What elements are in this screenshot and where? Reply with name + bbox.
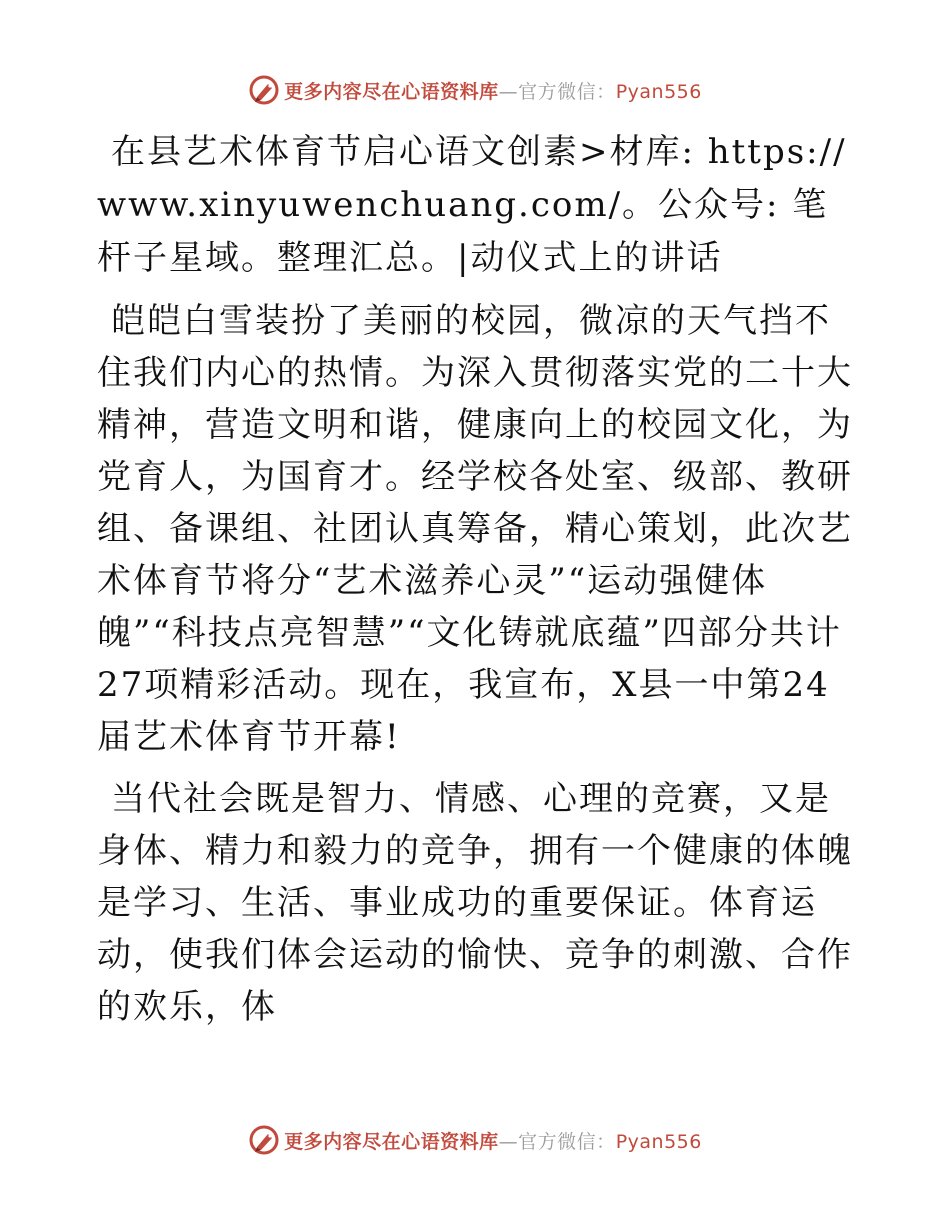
watermark-wechat-id: Pyan556 xyxy=(615,1130,702,1153)
watermark-label: 官方微信： xyxy=(518,1130,616,1153)
document-body xyxy=(97,126,857,1033)
watermark-dash: — xyxy=(498,80,519,103)
watermark-label: 官方微信： xyxy=(518,80,616,103)
watermark-dash: — xyxy=(498,1130,519,1153)
watermark-wechat-id: Pyan556 xyxy=(615,80,702,103)
watermark-main: 更多内容尽在心语资料库 xyxy=(284,1130,499,1153)
header-watermark xyxy=(0,70,950,110)
watermark-text xyxy=(284,77,702,104)
pen-logo-icon xyxy=(248,1124,280,1156)
watermark-text xyxy=(284,1127,702,1154)
paragraph-title: 在县艺术体育节启心语文创素>材库: https://www.xinyuwenchuang.com/。公众号: 笔杆子星域。整理汇总。|动仪式上的讲话 xyxy=(97,132,847,278)
watermark-main: 更多内容尽在心语资料库 xyxy=(284,80,499,103)
paragraph-opening: 皑皑白雪装扮了美丽的校园，微凉的天气挡不住我们内心的热情。为深入贯彻落实党的二十大精神，营造文明和谐，健康向上的校园文化，为党育人，为国育才。经学校各处室、级部、教研组、备课组、社团认真筹备，精心策划，此次艺术体育节将分“艺术滋养心灵”“运动强健体魄”“科技点亮智慧”“文化铸就底蕴”四部分共计27项精彩活动。现在，我宣布，X县一中第24届艺术体育节开幕! xyxy=(97,301,853,757)
paragraph-sports: 当代社会既是智力、情感、心理的竞赛，又是身体、精力和毅力的竞争，拥有一个健康的体魄是学习、生活、事业成功的重要保证。体育运动，使我们体会运动的愉快、竞争的刺激、合作的欢乐，体 xyxy=(97,779,853,1027)
pen-logo-icon xyxy=(248,74,280,106)
footer-watermark xyxy=(0,1120,950,1160)
